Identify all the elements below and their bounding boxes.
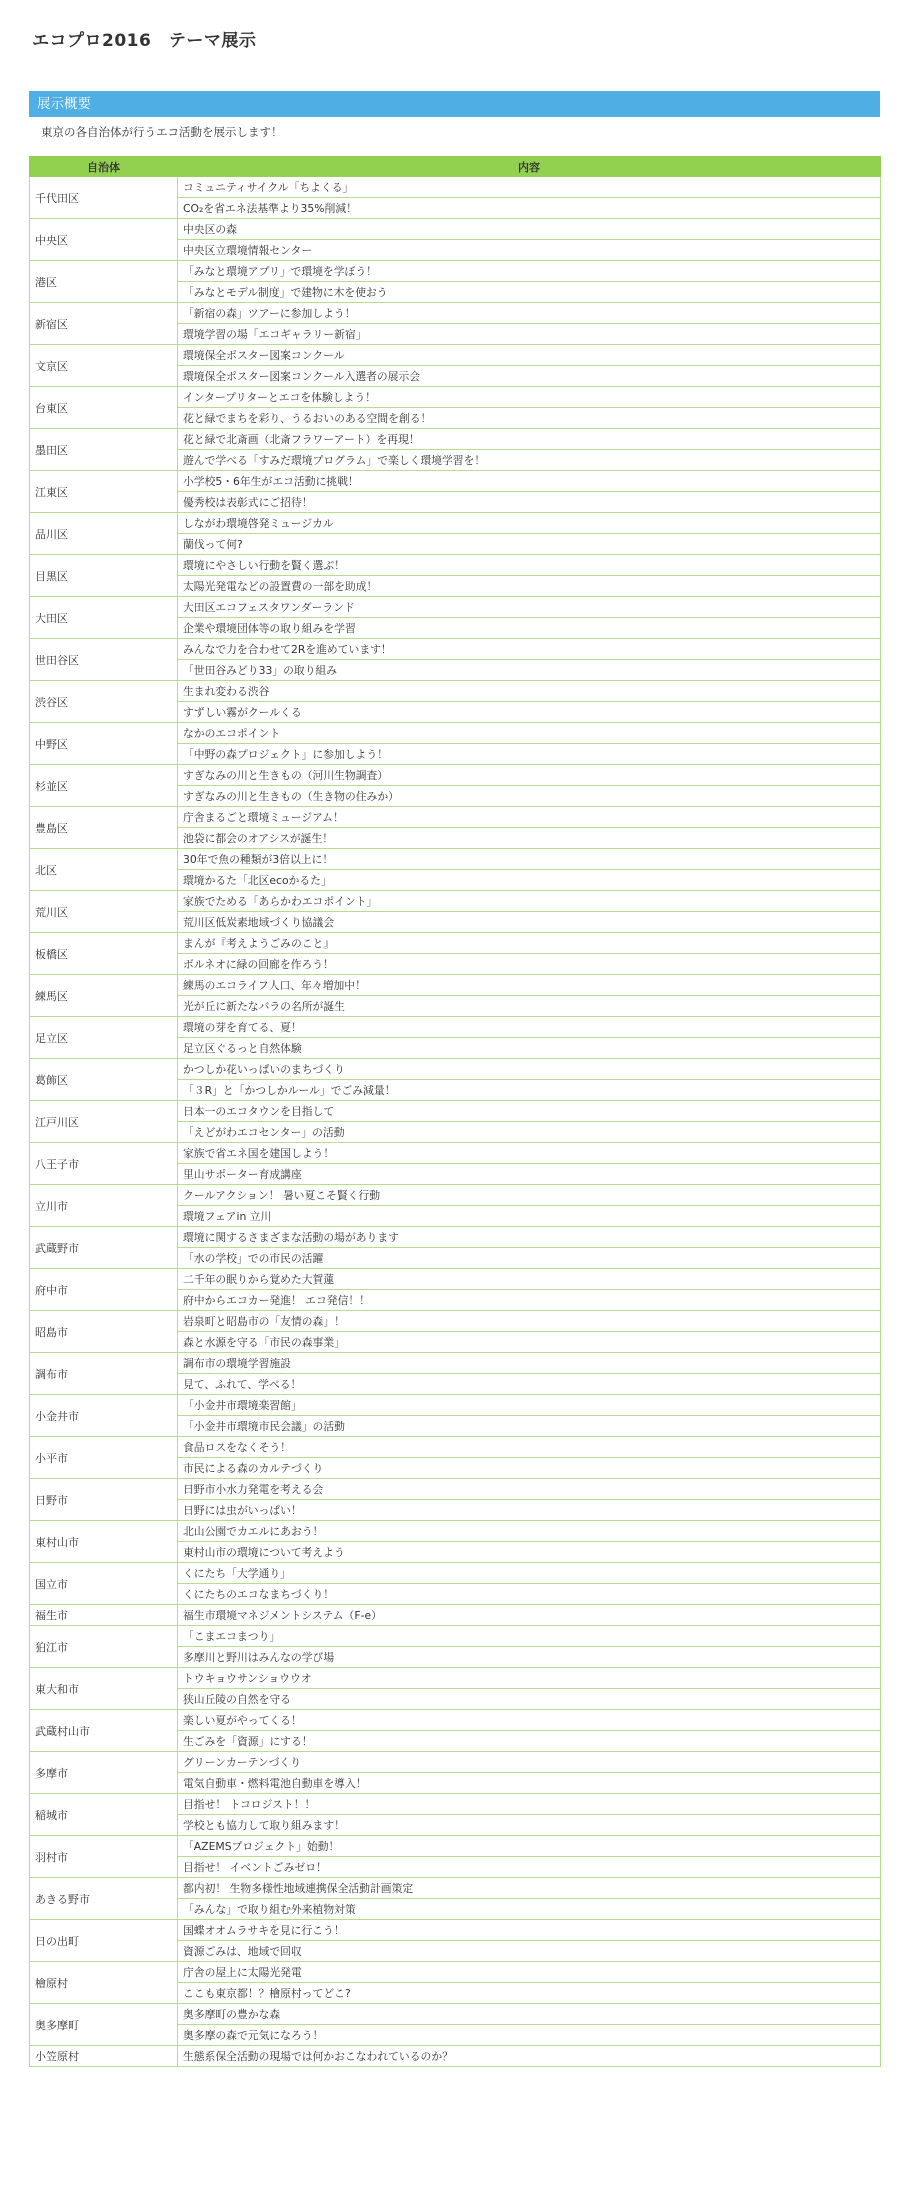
exhibit-item-cell: くにたちのエコなまちづくり！: [178, 1584, 881, 1605]
exhibit-item-cell: クールアクション！ 暑い夏こそ賢く行動: [178, 1185, 881, 1206]
exhibit-item-cell: 福生市環境マネジメントシステム（F-e）: [178, 1605, 881, 1626]
table-row: [30, 1185, 881, 1206]
exhibit-item-cell: 「みんな」で取り組む外来植物対策: [178, 1899, 881, 1920]
municipality-cell: 檜原村: [30, 1962, 178, 2004]
municipality-cell: 大田区: [30, 597, 178, 639]
exhibit-item-cell: すぎなみの川と生きもの（生き物の住みか）: [178, 786, 881, 807]
table-row: [30, 1605, 881, 1626]
exhibit-item-cell: 環境学習の場「エコギャラリー新宿」: [178, 324, 881, 345]
exhibit-item-cell: 資源ごみは、地域で回収: [178, 1941, 881, 1962]
exhibit-item-cell: まんが『考えようごみのこと』: [178, 933, 881, 954]
exhibit-item-cell: 庁舎まるごと環境ミュージアム！: [178, 807, 881, 828]
municipality-cell: 八王子市: [30, 1143, 178, 1185]
exhibit-item-cell: 「AZEMSプロジェクト」始動！: [178, 1836, 881, 1857]
municipality-cell: 調布市: [30, 1353, 178, 1395]
table-row: [30, 1962, 881, 1983]
table-row: [30, 1563, 881, 1584]
exhibit-item-cell: 里山サポーター育成講座: [178, 1164, 881, 1185]
table-row: [30, 1710, 881, 1731]
exhibit-item-cell: かつしか花いっぱいのまちづくり: [178, 1059, 881, 1080]
table-row: [30, 555, 881, 576]
municipality-cell: 日の出町: [30, 1920, 178, 1962]
exhibit-item-cell: 「水の学校」での市民の活躍: [178, 1248, 881, 1269]
municipality-cell: 府中市: [30, 1269, 178, 1311]
municipality-cell: 小金井市: [30, 1395, 178, 1437]
exhibit-item-cell: 大田区エコフェスタワンダーランド: [178, 597, 881, 618]
table-row: [30, 387, 881, 408]
exhibit-item-cell: 市民による森のカルテづくり: [178, 1458, 881, 1479]
table-row: [30, 1101, 881, 1122]
exhibit-item-cell: 東村山市の環境について考えよう: [178, 1542, 881, 1563]
table-row: [30, 1059, 881, 1080]
exhibit-item-cell: 生態系保全活動の現場では何かおこなわれているのか？: [178, 2046, 881, 2067]
exhibit-item-cell: 足立区ぐるっと自然体験: [178, 1038, 881, 1059]
exhibit-item-cell: 家族で省エネ国を建国しよう！: [178, 1143, 881, 1164]
table-header-row: [30, 157, 881, 177]
municipality-cell: 昭島市: [30, 1311, 178, 1353]
municipality-cell: 豊島区: [30, 807, 178, 849]
exhibit-item-cell: ここも東京都！？檜原村ってどこ?: [178, 1983, 881, 2004]
exhibit-item-cell: 花と緑でまちを彩り、うるおいのある空間を創る！: [178, 408, 881, 429]
municipality-cell: 小笠原村: [30, 2046, 178, 2067]
municipality-cell: 中央区: [30, 219, 178, 261]
exhibit-item-cell: みんなで力を合わせて2Rを進めています！: [178, 639, 881, 660]
municipality-cell: 目黒区: [30, 555, 178, 597]
table-row: [30, 1227, 881, 1248]
table-row: [30, 1437, 881, 1458]
table-row: [30, 1311, 881, 1332]
exhibit-item-cell: 環境かるた「北区ecoかるた」: [178, 870, 881, 891]
table-row: [30, 1017, 881, 1038]
exhibit-item-cell: 環境の芽を育てる、夏！: [178, 1017, 881, 1038]
municipality-cell: 福生市: [30, 1605, 178, 1626]
municipality-cell: 武蔵野市: [30, 1227, 178, 1269]
exhibit-item-cell: 環境に関するさまざまな活動の場があります: [178, 1227, 881, 1248]
exhibit-item-cell: ボルネオに緑の回廊を作ろう！: [178, 954, 881, 975]
table-row: [30, 1395, 881, 1416]
municipality-cell: 渋谷区: [30, 681, 178, 723]
exhibit-item-cell: 見て、ふれて、学べる！: [178, 1374, 881, 1395]
exhibit-table: [29, 156, 881, 2067]
table-row: [30, 1920, 881, 1941]
municipality-cell: 東大和市: [30, 1668, 178, 1710]
municipality-cell: 武蔵村山市: [30, 1710, 178, 1752]
exhibit-item-cell: トウキョウサンショウウオ: [178, 1668, 881, 1689]
table-row: [30, 1878, 881, 1899]
municipality-cell: 日野市: [30, 1479, 178, 1521]
table-row: [30, 177, 881, 198]
section-heading: 展示概要: [29, 91, 880, 117]
exhibit-item-cell: 環境フェアin 立川: [178, 1206, 881, 1227]
exhibit-item-cell: 北山公園でカエルにあおう！: [178, 1521, 881, 1542]
exhibit-item-cell: 電気自動車・燃料電池自動車を導入！: [178, 1773, 881, 1794]
exhibit-item-cell: 調布市の環境学習施設: [178, 1353, 881, 1374]
table-row: [30, 1626, 881, 1647]
exhibit-item-cell: くにたち「大学通り」: [178, 1563, 881, 1584]
table-row: [30, 471, 881, 492]
table-body: [30, 177, 881, 2067]
exhibit-item-cell: 「こまエコまつり」: [178, 1626, 881, 1647]
table-row: [30, 2004, 881, 2025]
exhibit-item-cell: CO₂を省エネ法基準より35%削減！: [178, 198, 881, 219]
exhibit-item-cell: 光が丘に新たなバラの名所が誕生: [178, 996, 881, 1017]
municipality-cell: 品川区: [30, 513, 178, 555]
exhibit-item-cell: 多摩川と野川はみんなの学び場: [178, 1647, 881, 1668]
municipality-cell: 港区: [30, 261, 178, 303]
table-row: [30, 513, 881, 534]
municipality-cell: 立川市: [30, 1185, 178, 1227]
municipality-cell: 墨田区: [30, 429, 178, 471]
municipality-cell: 奥多摩町: [30, 2004, 178, 2046]
municipality-cell: 新宿区: [30, 303, 178, 345]
exhibit-item-cell: 「３R」と「かつしかルール」でごみ減量！: [178, 1080, 881, 1101]
table-row: [30, 723, 881, 744]
exhibit-item-cell: 「みなとモデル制度」で建物に木を使おう: [178, 282, 881, 303]
table-row: [30, 219, 881, 240]
exhibit-item-cell: 荒川区低炭素地域づくり協議会: [178, 912, 881, 933]
table-row: [30, 1752, 881, 1773]
exhibit-item-cell: 中央区立環境情報センター: [178, 240, 881, 261]
exhibit-item-cell: 学校とも協力して取り組みます！: [178, 1815, 881, 1836]
table-row: [30, 1668, 881, 1689]
table-row: [30, 597, 881, 618]
exhibit-item-cell: 森と水源を守る「市民の森事業」: [178, 1332, 881, 1353]
exhibit-item-cell: 優秀校は表彰式にご招待！: [178, 492, 881, 513]
municipality-cell: 足立区: [30, 1017, 178, 1059]
exhibit-item-cell: 日野には虫がいっぱい！: [178, 1500, 881, 1521]
table-row: [30, 345, 881, 366]
exhibit-item-cell: 企業や環境団体等の取り組みを学習: [178, 618, 881, 639]
exhibit-item-cell: 「小金井市環境市民会議」の活動: [178, 1416, 881, 1437]
table-row: [30, 1269, 881, 1290]
exhibit-item-cell: 太陽光発電などの設置費の一部を助成！: [178, 576, 881, 597]
exhibit-item-cell: 楽しい夏がやってくる！: [178, 1710, 881, 1731]
table-row: [30, 765, 881, 786]
municipality-cell: 稲城市: [30, 1794, 178, 1836]
exhibit-item-cell: 小学校5・6年生がエコ活動に挑戦！: [178, 471, 881, 492]
exhibit-item-cell: 30年で魚の種類が3倍以上に！: [178, 849, 881, 870]
table-row: [30, 303, 881, 324]
exhibit-item-cell: すずしい霧がクールくる: [178, 702, 881, 723]
table-row: [30, 1521, 881, 1542]
exhibit-item-cell: 日本一のエコタウンを目指して: [178, 1101, 881, 1122]
municipality-cell: 江東区: [30, 471, 178, 513]
municipality-cell: 杉並区: [30, 765, 178, 807]
exhibit-item-cell: 池袋に都会のオアシスが誕生！: [178, 828, 881, 849]
exhibit-item-cell: 「えどがわエコセンター」の活動: [178, 1122, 881, 1143]
exhibit-item-cell: 岩泉町と昭島市の「友情の森」！: [178, 1311, 881, 1332]
municipality-cell: 北区: [30, 849, 178, 891]
municipality-cell: 文京区: [30, 345, 178, 387]
exhibit-item-cell: 蘭伐って何?: [178, 534, 881, 555]
header-municipality: 自治体: [30, 157, 178, 177]
exhibit-item-cell: 日野市小水力発電を考える会: [178, 1479, 881, 1500]
section-intro: 東京の各自治体が行うエコ活動を展示します！: [41, 125, 283, 139]
exhibit-item-cell: 府中からエコカー発進！ エコ発信！！: [178, 1290, 881, 1311]
table-row: [30, 807, 881, 828]
exhibit-item-cell: 環境保全ポスター図案コンクール: [178, 345, 881, 366]
table-row: [30, 975, 881, 996]
table-row: [30, 1794, 881, 1815]
municipality-cell: 荒川区: [30, 891, 178, 933]
table-row: [30, 849, 881, 870]
table-row: [30, 2046, 881, 2067]
exhibit-item-cell: 環境保全ポスター図案コンクール入選者の展示会: [178, 366, 881, 387]
exhibit-item-cell: 狭山丘陵の自然を守る: [178, 1689, 881, 1710]
municipality-cell: 板橋区: [30, 933, 178, 975]
municipality-cell: 千代田区: [30, 177, 178, 219]
exhibit-item-cell: なかのエコポイント: [178, 723, 881, 744]
municipality-cell: 江戸川区: [30, 1101, 178, 1143]
municipality-cell: 東村山市: [30, 1521, 178, 1563]
table-row: [30, 891, 881, 912]
header-content: 内容: [178, 157, 881, 177]
exhibit-item-cell: 食品ロスをなくそう！: [178, 1437, 881, 1458]
exhibit-item-cell: 国蝶オオムラサキを見に行こう！: [178, 1920, 881, 1941]
exhibit-item-cell: インタープリターとエコを体験しよう！: [178, 387, 881, 408]
table-row: [30, 1353, 881, 1374]
municipality-cell: あきる野市: [30, 1878, 178, 1920]
exhibit-item-cell: 二千年の眠りから覚めた大賀蓮: [178, 1269, 881, 1290]
exhibit-item-cell: 「世田谷みどり33」の取り組み: [178, 660, 881, 681]
exhibit-item-cell: 庁舎の屋上に太陽光発電: [178, 1962, 881, 1983]
exhibit-item-cell: 「中野の森プロジェクト」に参加しよう！: [178, 744, 881, 765]
exhibit-item-cell: 奥多摩の森で元気になろう！: [178, 2025, 881, 2046]
exhibit-item-cell: 環境にやさしい行動を賢く選ぶ！: [178, 555, 881, 576]
exhibit-item-cell: 中央区の森: [178, 219, 881, 240]
exhibit-item-cell: コミュニティサイクル「ちよくる」: [178, 177, 881, 198]
table-row: [30, 1143, 881, 1164]
table-row: [30, 933, 881, 954]
exhibit-item-cell: 「新宿の森」ツアーに参加しよう！: [178, 303, 881, 324]
table-row: [30, 261, 881, 282]
municipality-cell: 葛飾区: [30, 1059, 178, 1101]
table-row: [30, 681, 881, 702]
exhibit-item-cell: 目指せ！ イベントごみゼロ！: [178, 1857, 881, 1878]
exhibit-item-cell: 生まれ変わる渋谷: [178, 681, 881, 702]
municipality-cell: 国立市: [30, 1563, 178, 1605]
exhibit-item-cell: 目指せ！ トコロジスト！！: [178, 1794, 881, 1815]
municipality-cell: 多摩市: [30, 1752, 178, 1794]
exhibit-item-cell: しながわ環境啓発ミュージカル: [178, 513, 881, 534]
table-row: [30, 1479, 881, 1500]
page-title: エコプロ2016 テーマ展示: [32, 31, 257, 51]
municipality-cell: 世田谷区: [30, 639, 178, 681]
table-row: [30, 1836, 881, 1857]
exhibit-item-cell: 「みなと環境アプリ」で環境を学ぼう！: [178, 261, 881, 282]
municipality-cell: 中野区: [30, 723, 178, 765]
municipality-cell: 練馬区: [30, 975, 178, 1017]
exhibit-item-cell: 遊んで学べる「すみだ環境プログラム」で楽しく環境学習を！: [178, 450, 881, 471]
exhibit-item-cell: 家族でためる「あらかわエコポイント」: [178, 891, 881, 912]
municipality-cell: 台東区: [30, 387, 178, 429]
exhibit-item-cell: すぎなみの川と生きもの（河川生物調査）: [178, 765, 881, 786]
table-row: [30, 639, 881, 660]
table-row: [30, 429, 881, 450]
exhibit-item-cell: 練馬のエコライフ人口、年々増加中！: [178, 975, 881, 996]
municipality-cell: 小平市: [30, 1437, 178, 1479]
exhibit-item-cell: 「小金井市環境楽習館」: [178, 1395, 881, 1416]
exhibit-item-cell: 都内初！ 生物多様性地域連携保全活動計画策定: [178, 1878, 881, 1899]
municipality-cell: 羽村市: [30, 1836, 178, 1878]
exhibit-item-cell: 生ごみを「資源」にする！: [178, 1731, 881, 1752]
exhibit-item-cell: 花と緑で北斎画（北斎フラワーアート）を再現！: [178, 429, 881, 450]
municipality-cell: 狛江市: [30, 1626, 178, 1668]
exhibit-item-cell: グリーンカーテンづくり: [178, 1752, 881, 1773]
exhibit-item-cell: 奥多摩町の豊かな森: [178, 2004, 881, 2025]
